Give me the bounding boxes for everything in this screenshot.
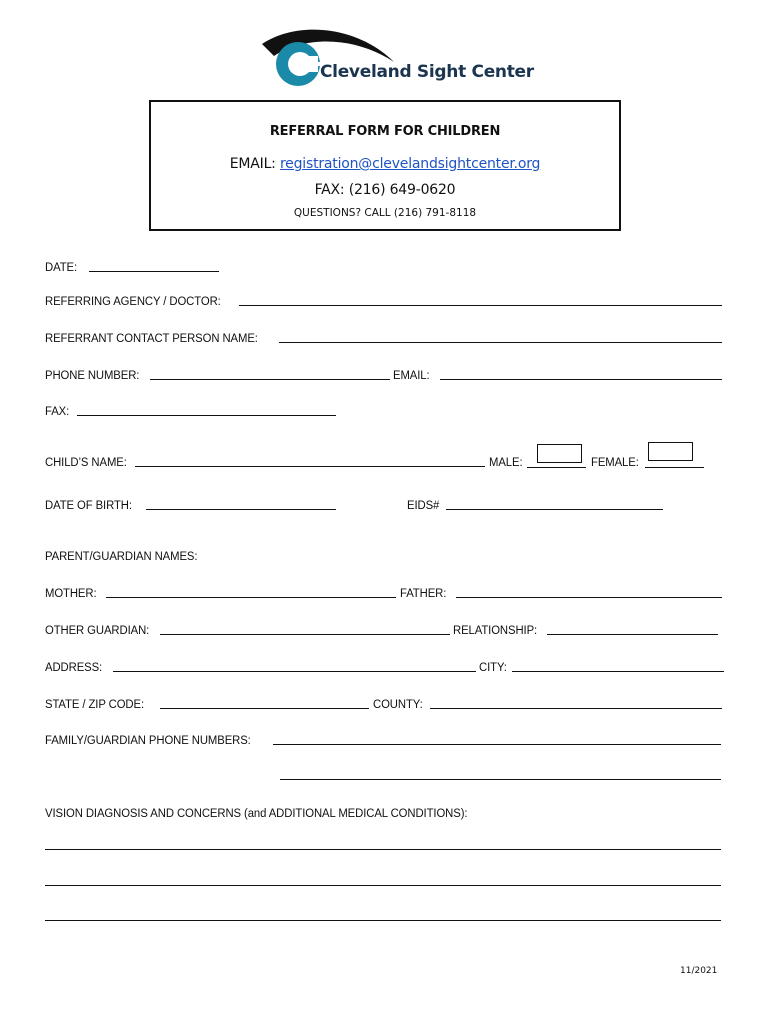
referring-agency-field[interactable] — [239, 305, 722, 306]
phone-label: PHONE NUMBER: — [45, 368, 140, 382]
mother-field[interactable] — [106, 597, 396, 598]
county-field[interactable] — [430, 708, 722, 709]
contact-person-label: REFERRANT CONTACT PERSON NAME: — [45, 331, 258, 345]
father-field[interactable] — [456, 597, 722, 598]
questions-line: QUESTIONS? CALL (216) 791-8118 — [293, 207, 477, 219]
state-zip-field[interactable] — [160, 708, 369, 709]
contact-person-field[interactable] — [279, 342, 722, 343]
header-box — [149, 100, 621, 231]
other-guardian-field[interactable] — [160, 634, 450, 635]
vision-diagnosis-line-1[interactable] — [45, 849, 721, 850]
fax-line: FAX: (216) 649-0620 — [314, 182, 456, 198]
email-link[interactable]: registration@clevelandsightcenter.org — [279, 156, 541, 172]
revision-date: 11/2021 — [680, 966, 718, 976]
vision-diagnosis-label: VISION DIAGNOSIS AND CONCERNS (and ADDITIONAL MEDICAL CONDITIONS): — [45, 806, 468, 820]
family-phones-field-1[interactable] — [273, 744, 721, 745]
email-label: EMAIL: — [229, 156, 280, 172]
phone-field[interactable] — [150, 379, 390, 380]
male-underline — [527, 467, 586, 468]
city-field[interactable] — [512, 671, 724, 672]
vision-diagnosis-line-3[interactable] — [45, 920, 721, 921]
eids-field[interactable] — [446, 509, 663, 510]
email-field-label: EMAIL: — [393, 368, 430, 382]
father-label: FATHER: — [400, 586, 447, 600]
mother-label: MOTHER: — [45, 586, 97, 600]
form-title: REFERRAL FORM FOR CHILDREN — [269, 124, 501, 139]
dob-label: DATE OF BIRTH: — [45, 498, 132, 512]
female-underline — [645, 467, 704, 468]
male-checkbox[interactable] — [537, 444, 582, 463]
other-guardian-label: OTHER GUARDIAN: — [45, 623, 150, 637]
email-line — [151, 156, 619, 172]
female-checkbox[interactable] — [648, 442, 693, 461]
eids-label: EIDS# — [407, 498, 440, 512]
address-label: ADDRESS: — [45, 660, 103, 674]
relationship-field[interactable] — [547, 634, 718, 635]
fax-field[interactable] — [77, 415, 336, 416]
state-zip-label: STATE / ZIP CODE: — [45, 697, 145, 711]
vision-diagnosis-line-2[interactable] — [45, 885, 721, 886]
fax-label: FAX: — [45, 404, 70, 418]
address-field[interactable] — [113, 671, 476, 672]
email-field[interactable] — [440, 379, 722, 380]
referring-agency-label: REFERRING AGENCY / DOCTOR: — [45, 294, 221, 308]
child-name-field[interactable] — [135, 466, 485, 467]
city-label: CITY: — [479, 660, 507, 674]
county-label: COUNTY: — [373, 697, 423, 711]
family-phones-label: FAMILY/GUARDIAN PHONE NUMBERS: — [45, 733, 251, 747]
child-name-label: CHILD’S NAME: — [45, 455, 127, 469]
parent-guardian-heading: PARENT/GUARDIAN NAMES: — [45, 549, 198, 563]
male-label: MALE: — [489, 455, 523, 469]
family-phones-field-2[interactable] — [280, 779, 721, 780]
date-label: DATE: — [45, 260, 78, 274]
date-field[interactable] — [89, 271, 219, 272]
logo-wordmark: Cleveland Sight Center — [320, 62, 534, 82]
dob-field[interactable] — [146, 509, 336, 510]
female-label: FEMALE: — [591, 455, 639, 469]
relationship-label: RELATIONSHIP: — [453, 623, 538, 637]
